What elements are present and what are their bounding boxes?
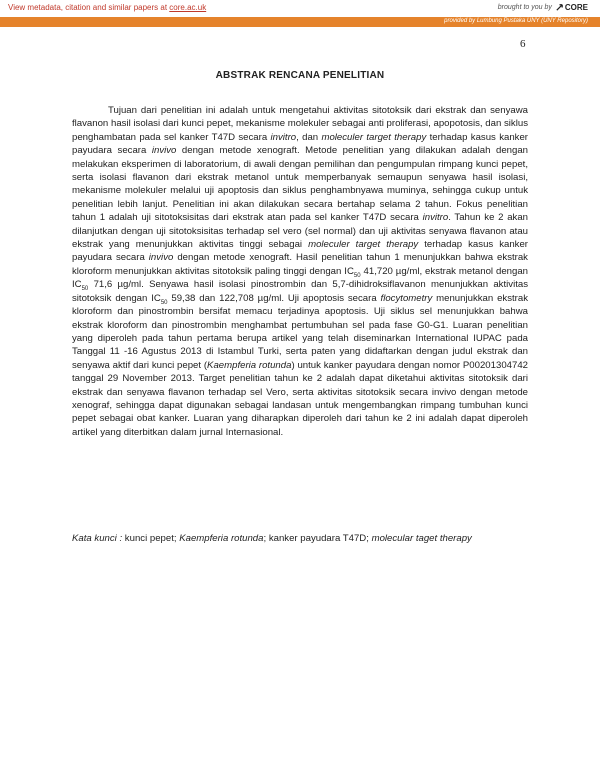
provider-banner (0, 17, 600, 27)
brought-by (498, 3, 588, 12)
top-bar (0, 0, 600, 17)
page-number: 6 (520, 38, 526, 50)
keywords: Kata kunci : kunci pepet; Kaempferia rotunda; kanker payudara T47D; molecular taget therapy (72, 533, 472, 544)
page-title: ABSTRAK RENCANA PENELITIAN (215, 70, 385, 81)
brought-by-text: brought to you by (497, 4, 552, 11)
core-logo[interactable] (555, 3, 588, 12)
core-metadata-link[interactable]: View metadata, citation and similar papers at core.ac.uk (8, 3, 207, 12)
provided-by-text: provided by Lumbung Pustaka UNY (UNY Repository) (444, 18, 588, 24)
core-label: CORE (564, 3, 588, 12)
keywords-label: Kata kunci : (72, 533, 123, 544)
core-site-link[interactable]: core.ac.uk (169, 3, 207, 12)
abstract-paragraph: Tujuan dari penelitian ini adalah untuk mengetahui aktivitas sitotoksik dari ekstrak dan senyawa flavanon hasil isolasi dari kunci pepet, mekanisme molekuler sebagai anti proliferasi, apopotosis, dan siklus penghambatan pada sel kanker T47D secara invitro, dan moleculer target therapy terhadap kasus kanker payudara secara invivo dengan metode xenograft. Metode penelitian yang dilakukan adalah dengan melakukan eksperimen di laboratorium, di awali dengan pemilihan dan pengumpulan rimpang kunci pepet, serta isolasi flavanon dari ekstrak metanol untuk memperbanyak semaupun senyawa hasil isolasi, mekanisme molekuler melalui uji apoptosis dan siklus penghambnyawa muminya, sehingga cukup untuk penelitian lebih lanjut. Penelitian ini akan dilakukan secara bertahap selama 2 tahun. Fokus penelitian tahun 1 adalah uji sitotoksisitas dari ekstrak atan pada sel kanker T47D secara invitro. Tahun ke 2 akan dilanjutkan dengan uji sitotoksisitas terhadap sel vero (sel normal) dan uji aktivitas senyawa flavanon atau ekstrak yang menunjukkan aktivitas tinggi sebagai moleculer target therapy terhadap kasus kanker payudara secara invivo dengan metode xenograft. Hasil penelitian tahun 1 menunjukkan bahwa ekstrak kloroform menunjukkan aktivitas sitotoksik paling tinggi dengan $IC_{50}$ 41,720 µg/ml, ekstrak metanol dengan $IC_{50}$ 71,6 µg/ml. Senyawa hasil isolasi pinostrombin dan 5,7-dihidroksiflavanon menunjukkan aktivitas sitotoksik dengan $IC_{50}$ 59,38 dan 122,708 µg/ml. Uji apoptosis secara flocytometry menunjukkan ekstrak kloroform dan pinostrombin bersifat memacu terjadinya apoptosis. Uji siklus sel menunjukkan bahwa ekstrak kloroform dan pinostrombin menghambat pertumbuhan sel pada fase G0-G1. Luaran penelitian yang diperoleh pada tahun pertama berupa artikel yang telah diseminarkan International IUPAC pada Tanggal 11 -16 Agustus 2013 di Istambul Turki, serta paten yang didaftarkan dengan judul ekstrak dan senyawa aktif dari kunci pepet (Kaempferia rotunda) untuk kanker payudara dengan nomor P00201304742 tanggal 29 November 2013. Target penelitian tahun ke 2 adalah dapat diketahui aktivitas sitotoksik dari ekstrak dan senyawa flavanon terhadap sel Vero, serta aktivitas sitotoksik secara invivo dengan metode xenograf, sehingga dapat digunakan sebagai landasan untuk mengembangkan rimpang tumbuhan kunci pepet sebagai obat kanker. Luaran yang diharapkan diperoleh dari tahun ke 2 ini adalah dapat diperoleh artikel yang diterbitkan dalam jurnal Internasional. (72, 105, 529, 438)
core-logo-icon (555, 3, 564, 12)
